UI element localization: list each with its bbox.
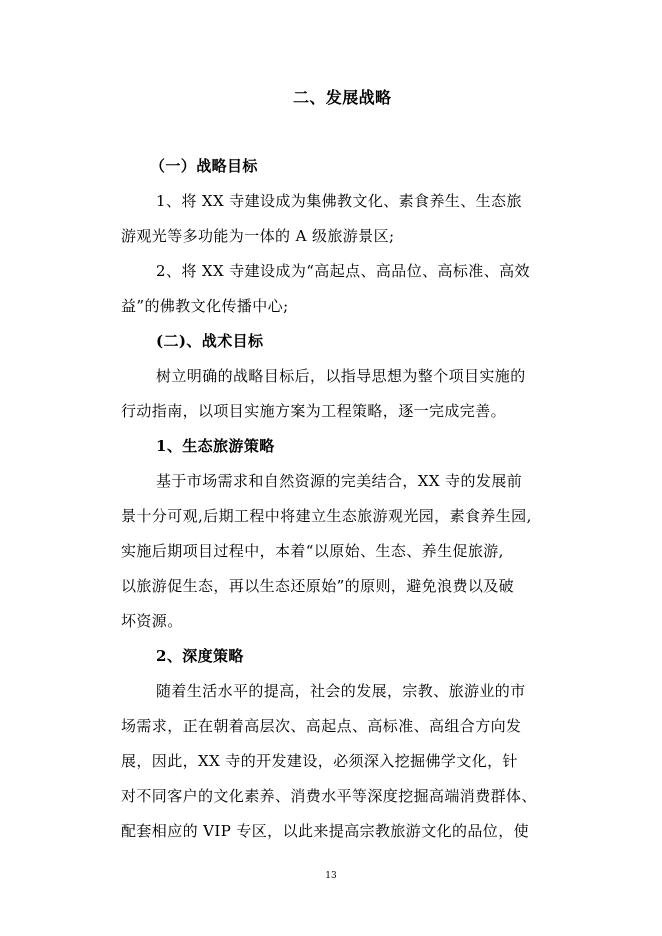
paragraph-line: 益”的佛教文化传播中心; xyxy=(121,297,289,315)
section-heading-tactical-goal: (二)、战术目标 xyxy=(156,332,264,350)
paragraph-line: 配套相应的 VIP 专区，以此来提高宗教旅游文化的品位，使 xyxy=(121,822,529,840)
paragraph-line: 实施后期项目过程中，本着“以原始、生态、养生促旅游, xyxy=(121,542,504,560)
paragraph-line: 随着生活水平的提高，社会的发展，宗教、旅游业的市 xyxy=(156,682,526,700)
paragraph-line: 2、将 XX 寺建设成为“高起点、高品位、高标准、高效 xyxy=(156,262,530,280)
paragraph-line: 行动指南，以项目实施方案为工程策略，逐一完成完善。 xyxy=(121,402,507,420)
paragraph-line: 场需求，正在朝着高层次、高起点、高标准、高组合方向发 xyxy=(121,717,522,735)
paragraph-line: 树立明确的战略目标后，以指导思想为整个项目实施的 xyxy=(156,367,526,385)
paragraph-line: 基于市场需求和自然资源的完美结合，XX 寺的发展前 xyxy=(156,472,523,490)
paragraph-line: 坏资源。 xyxy=(121,612,183,630)
section-heading-strategic-goal: （一）战略目标 xyxy=(150,157,258,175)
page-number: 13 xyxy=(325,871,337,881)
paragraph-line: 游观光等多功能为一体的 A 级旅游景区; xyxy=(121,227,395,245)
paragraph-line: 对不同客户的文化素养、消费水平等深度挖掘高端消费群体、 xyxy=(121,787,537,805)
section-heading-eco-tourism: 1、生态旅游策略 xyxy=(156,437,275,455)
paragraph-line: 以旅游促生态，再以生态还原始”的原则，避免浪费以及破 xyxy=(121,577,515,595)
paragraph-line: 1、将 XX 寺建设成为集佛教文化、素食养生、生态旅 xyxy=(156,192,522,210)
page-title: 二、发展战略 xyxy=(293,88,392,107)
paragraph-line: 展，因此，XX 寺的开发建设，必须深入挖掘佛学文化，针 xyxy=(121,752,518,770)
paragraph-line: 景十分可观,后期工程中将建立生态旅游观光园，素食养生园, xyxy=(121,507,532,525)
section-heading-depth-strategy: 2、深度策略 xyxy=(156,647,244,665)
